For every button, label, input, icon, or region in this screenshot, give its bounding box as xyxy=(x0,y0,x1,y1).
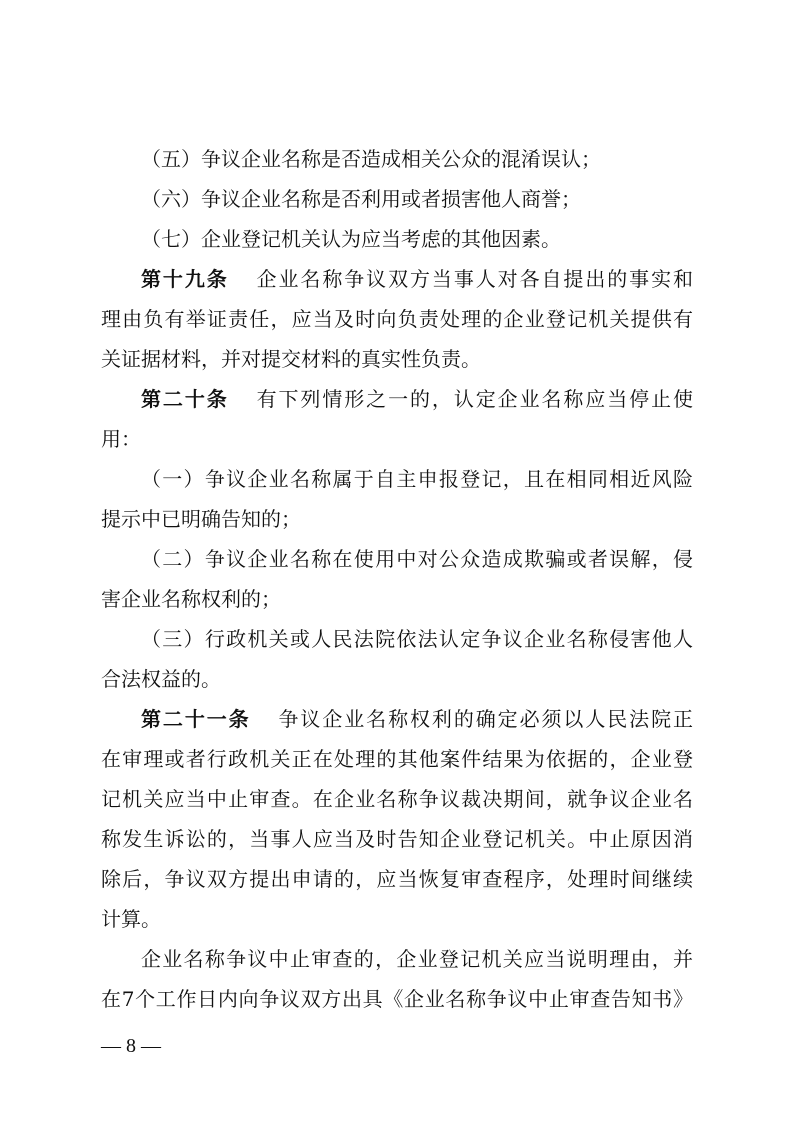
article-19-text-1: 企业名称争议双方当事人对各自提出的事实和 xyxy=(254,267,693,291)
article-21-line-6: 计算。 xyxy=(101,907,161,931)
article-21-line-4: 称发生诉讼的，当事人应当及时告知企业登记机关。中止原因消 xyxy=(101,827,693,851)
article-21-text-1: 争议企业名称权利的确定必须以人民法院正 xyxy=(276,707,693,731)
article-19-heading: 第十九条 xyxy=(141,267,229,291)
article-20-heading: 第二十条 xyxy=(141,387,229,411)
article-20-item-2-line-2: 害企业名称权利的； xyxy=(101,587,281,611)
item-six: （六）争议企业名称是否利用或者损害他人商誉； xyxy=(141,187,581,211)
article-21-line-3: 记机关应当中止审查。在企业名称争议裁决期间，就争议企业名 xyxy=(101,787,693,811)
article-19-first-line xyxy=(101,259,693,299)
article-19-line-2: 理由负有举证责任，应当及时向负责处理的企业登记机关提供有 xyxy=(101,307,693,331)
document-body xyxy=(101,139,693,1019)
article-20-line-2: 用： xyxy=(101,427,141,451)
article-20-item-1-line-2: 提示中已明确告知的； xyxy=(101,507,301,531)
article-21-line-5: 除后，争议双方提出申请的，应当恢复审查程序，处理时间继续 xyxy=(101,867,693,891)
article-20-item-2-line-1: （二）争议企业名称在使用中对公众造成欺骗或者误解，侵 xyxy=(141,547,693,571)
item-five: （五）争议企业名称是否造成相关公众的混淆误认； xyxy=(141,147,601,171)
article-20-item-3-line-1: （三）行政机关或人民法院依法认定争议企业名称侵害他人 xyxy=(141,627,693,651)
article-21-first-line xyxy=(101,699,693,739)
article-20-first-line xyxy=(101,379,693,419)
article-20-item-3-line-2: 合法权益的。 xyxy=(101,667,221,691)
article-21-para-2-line-1: 企业名称争议中止审查的，企业登记机关应当说明理由，并 xyxy=(141,947,693,971)
item-seven: （七）企业登记机关认为应当考虑的其他因素。 xyxy=(141,227,561,251)
article-20-text-1: 有下列情形之一的，认定企业名称应当停止使 xyxy=(254,387,693,411)
article-20-item-1-line-1: （一）争议企业名称属于自主申报登记，且在相同相近风险 xyxy=(141,467,693,491)
article-21-heading: 第二十一条 xyxy=(141,707,251,731)
article-21-line-2: 在审理或者行政机关正在处理的其他案件结果为依据的，企业登 xyxy=(101,747,693,771)
article-21-para-2-line-2: 在7个工作日内向争议双方出具《企业名称争议中止审查告知书》 xyxy=(101,987,693,1011)
article-19-line-3: 关证据材料，并对提交材料的真实性负责。 xyxy=(101,347,481,371)
page-number: — 8 — xyxy=(101,1035,161,1057)
